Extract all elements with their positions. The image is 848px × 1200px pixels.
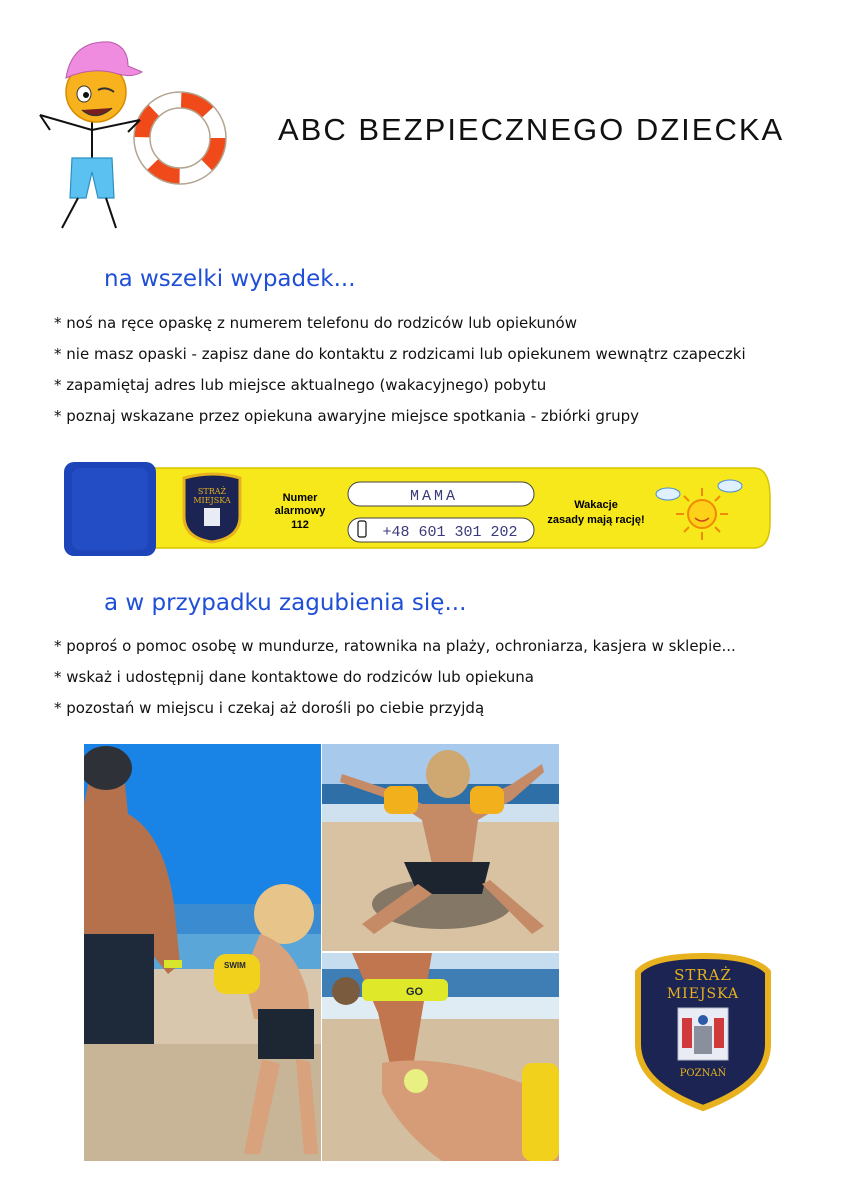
beach-photo-child-jumping: [322, 744, 559, 951]
wristband-photo-label: GO: [406, 986, 424, 998]
coat-of-arms-icon: [678, 1008, 728, 1060]
logo-text-line3: POZNAŃ: [679, 1068, 727, 1079]
phone-field-value: +48 601 301 202: [382, 524, 518, 541]
list-item: * poproś o pomoc osobę w mundurze, ratownika na plaży, ochroniarza, kasjera w sklepie...: [54, 637, 736, 655]
list-item: * noś na ręce opaskę z numerem telefonu do rodziców lub opiekunów: [54, 314, 577, 332]
page-title: ABC BEZPIECZNEGO DZIECKA: [278, 112, 785, 147]
armband-label: SWIM: [224, 961, 246, 970]
number-label: 112: [291, 519, 309, 531]
beach-photo-adult-and-child: [84, 744, 321, 1161]
beach-photo-wristband-closeup: [322, 953, 559, 1161]
badge-icon: [184, 474, 240, 542]
list-item: * nie masz opaski - zapisz dane do kontaktu z rodzicami lub opiekunem wewnątrz czapeczki: [54, 345, 746, 363]
logo-text-line2: MIEJSKA: [666, 986, 740, 1002]
section-heading-just-in-case: na wszelki wypadek...: [104, 266, 356, 292]
wristband-image: [64, 458, 774, 560]
list-item: * wskaż i udostępnij dane kontaktowe do rodziców lub opiekuna: [54, 668, 534, 686]
section-heading-if-lost: a w przypadku zagubienia się...: [104, 590, 467, 616]
name-field-value: MAMA: [409, 488, 459, 505]
badge-text: MIEJSKA: [193, 496, 231, 505]
life-ring-icon: [134, 92, 226, 184]
badge-text: STRAŻ: [197, 487, 227, 496]
slogan-text: Wakacje: [574, 499, 618, 511]
city-guard-logo: [634, 952, 772, 1112]
number-label: alarmowy: [274, 505, 326, 517]
lost-instructions-list: [54, 631, 736, 724]
logo-text-line1: STRAŻ: [674, 966, 732, 984]
mascot-illustration: [32, 30, 232, 235]
cloud-icon: [656, 488, 680, 500]
list-item: * poznaj wskazane przez opiekuna awaryjne miejsce spotkania - zbiórki grupy: [54, 407, 640, 425]
slogan-text: zasady mają rację!: [547, 514, 645, 526]
precautions-list: [54, 308, 746, 432]
number-label: Numer: [282, 492, 318, 504]
list-item: * pozostań w miejscu i czekaj aż dorośli po ciebie przyjdą: [54, 699, 485, 717]
list-item: * zapamiętaj adres lub miejsce aktualnego (wakacyjnego) pobytu: [54, 376, 547, 394]
cloud-icon: [718, 480, 742, 492]
